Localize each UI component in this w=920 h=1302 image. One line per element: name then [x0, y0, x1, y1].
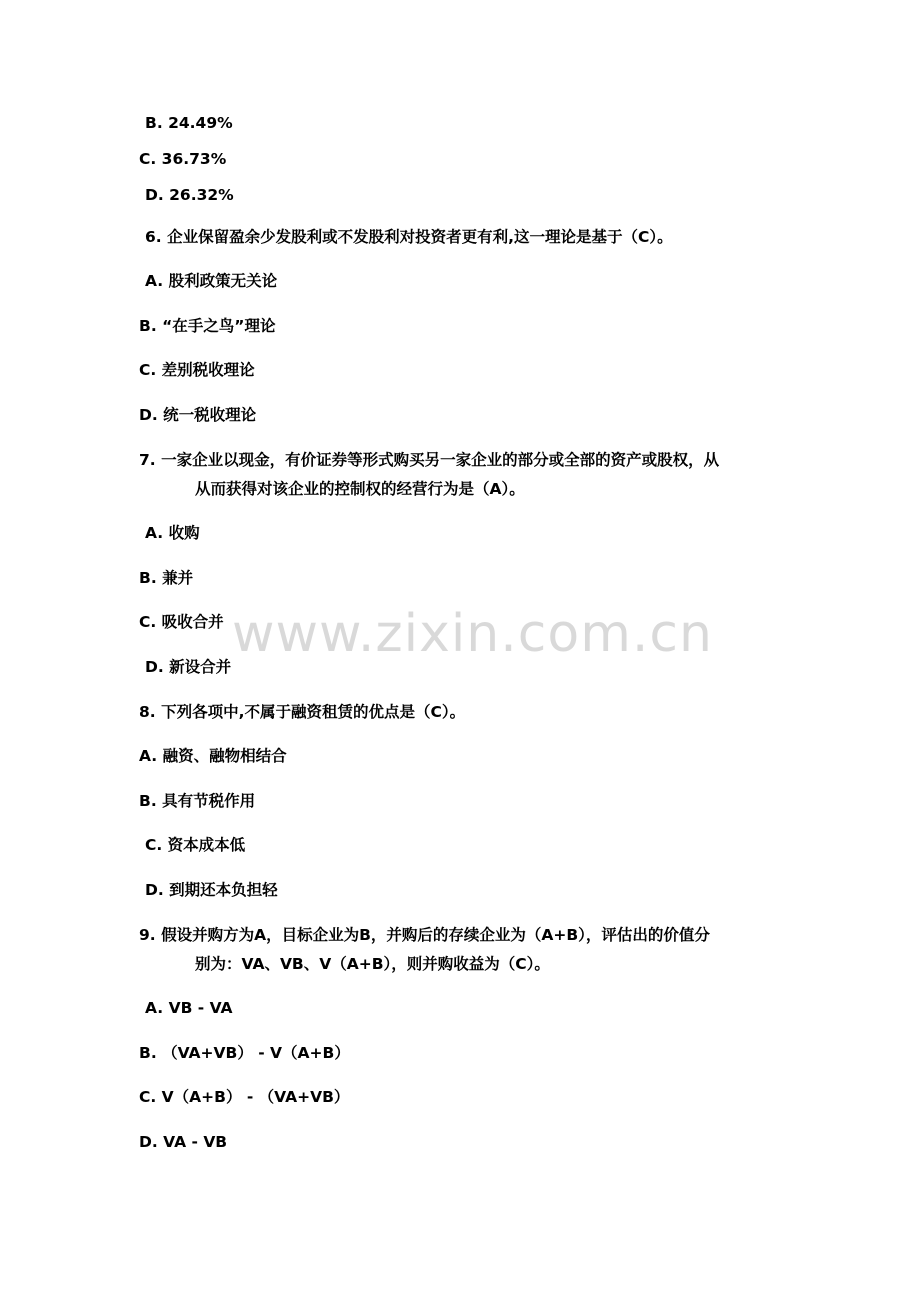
q5-option-b: B. 24.49%: [145, 114, 233, 132]
q5-option-d: D. 26.32%: [145, 186, 234, 204]
q8-option-b: B. 具有节税作用: [139, 792, 256, 810]
q9-stem-line1: 9. 假设并购方为A，目标企业为B，并购后的存续企业为（A+B），评估出的价值分: [139, 926, 710, 944]
q6-stem: 6. 企业保留盈余少发股利或不发股利对投资者更有利,这一理论是基于（C）。: [145, 228, 673, 246]
q9-option-d: D. VA - VB: [139, 1133, 228, 1151]
q8-stem: 8. 下列各项中,不属于融资租赁的优点是（C）。: [139, 703, 466, 721]
q7-option-c: C. 吸收合并: [139, 613, 224, 631]
q5-option-c: C. 36.73%: [139, 150, 227, 168]
q9-option-c: C. V（A+B） - （VA+VB）: [139, 1088, 350, 1106]
q6-option-c: C. 差别税收理论: [139, 361, 255, 379]
q6-option-a: A. 股利政策无关论: [145, 272, 278, 290]
q7-option-d: D. 新设合并: [145, 658, 232, 676]
q7-stem-line1: 7. 一家企业以现金，有价证券等形式购买另一家企业的部分或全部的资产或股权，从: [139, 451, 720, 469]
watermark-text: www.zixin.com.cn: [232, 604, 713, 664]
q9-stem-line2: 别为：VA、VB、V（A+B），则并购收益为（C）。: [195, 955, 550, 973]
q6-option-d: D. 统一税收理论: [139, 406, 257, 424]
q9-option-b: B. （VA+VB） - V（A+B）: [139, 1044, 350, 1062]
q8-option-a: A. 融资、融物相结合: [139, 747, 287, 765]
q7-option-a: A. 收购: [145, 524, 200, 542]
q6-option-b: B. “在手之鸟”理论: [139, 317, 276, 335]
q7-stem-line2: 从而获得对该企业的控制权的经营行为是（A）。: [195, 480, 525, 498]
q9-option-a: A. VB - VA: [145, 999, 233, 1017]
q8-option-c: C. 资本成本低: [145, 836, 246, 854]
q7-option-b: B. 兼并: [139, 569, 194, 587]
q8-option-d: D. 到期还本负担轻: [145, 881, 278, 899]
